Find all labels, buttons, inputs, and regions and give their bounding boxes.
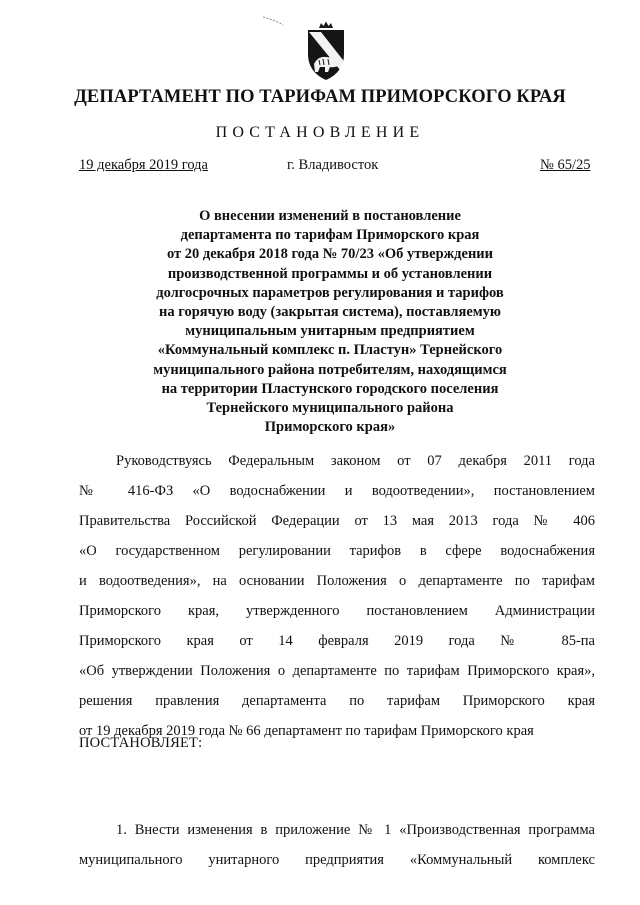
preamble-line: Правительства Российской Федерации от 13 мая 2013 года № 406 [79,513,595,529]
heading-line: Тернейского муниципального района [206,400,454,417]
decree-heading [100,207,560,437]
preamble-paragraph [79,446,595,746]
preamble-line: «Об утверждении Положения о департаменте по тарифам Приморского края», [79,663,595,679]
heading-line: муниципальным унитарным предприятием [185,323,475,340]
preamble-line: Приморского края от 14 февраля 2019 года № 85-па [79,633,595,649]
stray-pen-mark [262,16,284,26]
preamble-line: и водоотведения», на основании Положения о департаменте по тарифам [79,573,595,589]
preamble-line: Приморского края, утвержденного постановлением Администрации [79,603,595,619]
decree-number: № 65/25 [540,157,591,173]
decree-city: г. Владивосток [287,157,379,173]
heading-line: департамента по тарифам Приморского края [180,227,480,244]
heading-line: «Коммунальный комплекс п. Пластун» Тернейского [157,342,503,359]
resolve-word: ПОСТАНОВЛЯЕТ: [79,735,203,751]
preamble-line: решения правления департамента по тарифам Приморского края [79,693,595,709]
department-title: ДЕПАРТАМЕНТ ПО ТАРИФАМ ПРИМОРСКОГО КРАЯ [74,87,566,107]
decree-date: 19 декабря 2019 года [79,157,208,173]
preamble-line: «О государственном регулировании тарифов в сфере водоснабжения [79,543,595,559]
heading-line: Приморского края» [264,419,396,436]
primorsky-coat-of-arms-icon [300,20,352,82]
document-type: ПОСТАНОВЛЕНИЕ [215,124,425,141]
item-1-paragraph [79,815,595,875]
preamble-line: № 416-ФЗ «О водоснабжении и водоотведении», постановлением [79,483,595,499]
item-line: муниципального унитарного предприятия «Коммунальный комплекс [79,852,595,868]
heading-line: О внесении изменений в постановление [199,208,461,224]
preamble-line: Руководствуясь Федеральным законом от 07 декабря 2011 года [116,453,595,469]
heading-line: муниципального района потребителям, находящимся [153,361,507,378]
heading-line: долгосрочных параметров регулирования и тарифов [156,284,504,301]
heading-line: на территории Пластунского городского поселения [161,380,499,397]
heading-line: производственной программы и об установлении [167,265,493,282]
heading-line: от 20 декабря 2018 года № 70/23 «Об утверждении [166,246,494,263]
preamble-line: от 19 декабря 2019 года № 66 департамент по тарифам Приморского края [79,723,534,739]
item-line: 1. Внести изменения в приложение № 1 «Производственная программа [116,822,595,838]
heading-line: на горячую воду (закрытая система), поставляемую [159,304,501,321]
